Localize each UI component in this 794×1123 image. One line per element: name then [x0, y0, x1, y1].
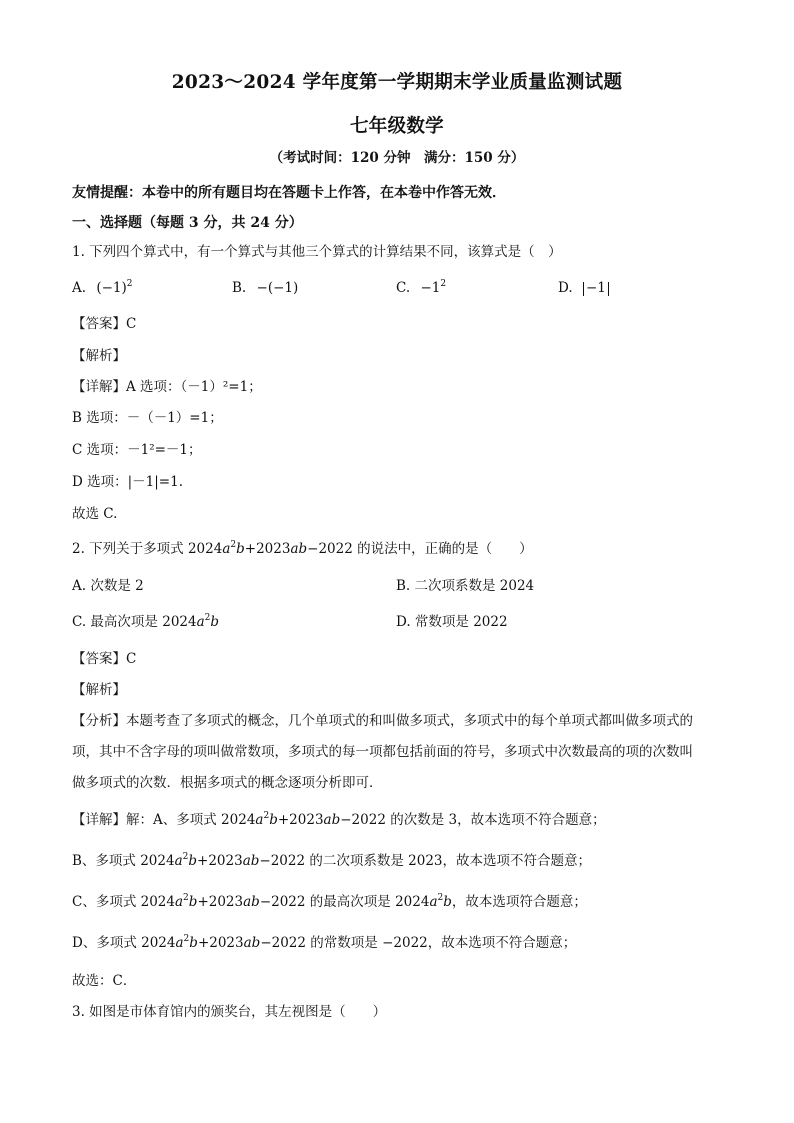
poly-expr: $2024a^2b+2023ab-2022$ — [141, 934, 306, 951]
q2-detail-d-post: ，故本选项不符合题意； — [427, 935, 577, 951]
q2-option-b: B. 二次项系数是 2024 — [396, 578, 535, 594]
term-coef: 2024 — [162, 614, 197, 630]
q1-conclusion: 故选 C. — [72, 506, 118, 522]
q2-detail-d-value: −2022 — [382, 935, 428, 951]
exam-info: （考试时间：120 分钟 满分：150 分） — [269, 150, 525, 166]
q2-detail-a-pre: 【详解】解：A、多项式 — [72, 812, 222, 828]
q1-stem: 1. 下列四个算式中，有一个算式与其他三个算式的计算结果不同，该算式是（ ） — [72, 244, 562, 260]
q1-option-c-label: C. — [396, 280, 411, 296]
poly-const: 2022 — [351, 812, 386, 828]
q2-fenxi-line-1: 【分析】本题考查了多项式的概念，几个单项式的和叫做多项式，多项式中的每个单项式都叫做多项式的 — [72, 713, 693, 729]
q1-option-a-label: A. — [72, 280, 87, 296]
poly-coef-b: 2023 — [208, 853, 243, 869]
q2-detail-c — [72, 893, 587, 910]
poly-const: 2022 — [270, 853, 306, 869]
q2-fenxi-line-3: 做多项式的次数．根据多项式的概念逐项分析即可． — [72, 775, 383, 791]
q1-option-c — [396, 279, 447, 296]
q2-option-d: D. 常数项是 2022 — [396, 614, 508, 630]
poly-expr: $2024a^2b+2023ab-2022$ — [140, 852, 306, 869]
poly-coef-b: 2023 — [208, 894, 244, 910]
q1-option-b-label: B. — [232, 280, 247, 296]
term-coef: 2024 — [395, 894, 430, 910]
q1-option-d — [558, 282, 609, 296]
q2-detail-d-mid: 的常数项是 — [305, 935, 383, 951]
q2-stem-pre: 2. 下列关于多项式 — [72, 541, 188, 557]
poly-coef-b: 2023 — [209, 935, 244, 951]
q2-conclusion: 故选：C． — [72, 973, 137, 989]
q1-option-a-expr: (−1) — [96, 280, 127, 296]
q2-detail-c-mid: 的最高次项是 — [305, 894, 396, 910]
q2-detail-a — [72, 811, 606, 828]
q2-option-a: A. 次数是 2 — [72, 578, 144, 594]
q1-option-c-expr: −1 — [420, 280, 441, 296]
q2-option-c-term: $2024a^2b$ — [162, 613, 220, 630]
q2-detail-d-pre: D、多项式 — [72, 935, 142, 951]
q1-detail-c: C 选项：－1²=－1； — [72, 442, 202, 458]
section-heading: 一、选择题（每题 3 分，共 24 分） — [72, 215, 303, 231]
q2-option-c — [72, 613, 220, 630]
q2-answer: 【答案】C — [72, 651, 137, 667]
poly-const: 2022 — [271, 935, 306, 951]
poly-coef-a: 2024 — [221, 812, 256, 828]
q2-option-c-pre: C. 最高次项是 — [72, 614, 163, 630]
q2-analysis: 【解析】 — [72, 682, 126, 698]
q1-option-b-expr: −(−1) — [256, 280, 299, 296]
poly-coef-a: 2024 — [141, 935, 176, 951]
q1-option-c-exp: 2 — [440, 279, 447, 289]
q1-option-a-exp: 2 — [126, 279, 133, 289]
q1-analysis: 【解析】 — [72, 348, 126, 364]
q2-fenxi-line-2: 项，其中不含字母的项叫做常数项，多项式的每一项都包括前面的符号，多项式中次数最高的项的次数叫 — [72, 744, 693, 760]
q2-stem-post: 的说法中，正确的是（ ） — [352, 541, 533, 557]
q2-detail-c-post: ，故本选项符合题意； — [451, 894, 587, 910]
poly-coef-b: 2023 — [256, 541, 291, 557]
poly-coef-b: 2023 — [289, 812, 324, 828]
poly-coef-a: 2024 — [140, 894, 175, 910]
q2-stem-poly: $2024a^2b+2023ab-2022$ — [187, 540, 353, 557]
page-subtitle: 七年级数学 — [349, 116, 444, 137]
q2-detail-d — [72, 934, 577, 951]
poly-expr: $2024a^2b+2023ab-2022$ — [221, 811, 386, 828]
q1-answer: 【答案】C — [72, 316, 137, 332]
q1-option-d-expr: −1 — [583, 282, 609, 296]
reminder: 友情提醒：本卷中的所有题目均在答题卡上作答，在本卷中作答无效． — [72, 185, 506, 201]
q3-stem: 3. 如图是市体育馆内的颁奖台，其左视图是（ ） — [72, 1004, 387, 1020]
q2-detail-b — [72, 852, 592, 869]
poly-const: 2022 — [271, 894, 306, 910]
poly-const: 2022 — [318, 541, 353, 557]
page-title: 2023～2024 学年度第一学期期末学业质量监测试题 — [171, 72, 623, 93]
q1-option-a — [72, 279, 133, 296]
term-expr: $2024a^2b$ — [395, 893, 452, 910]
poly-coef-a: 2024 — [187, 541, 223, 557]
q1-detail-a: 【详解】A 选项：（－1）²=1； — [72, 379, 262, 395]
poly-expr: $2024a^2b+2023ab-2022$ — [140, 893, 306, 910]
q2-stem — [72, 540, 533, 557]
q1-option-b — [232, 282, 298, 296]
q2-detail-b-post: 的二次项系数是 2023，故本选项不符合题意； — [305, 853, 592, 869]
poly-coef-a: 2024 — [140, 853, 175, 869]
q1-detail-d: D 选项：|－1|=1. — [72, 474, 183, 490]
q2-detail-a-post: 的次数是 3，故本选项不符合题意； — [385, 812, 606, 828]
q2-detail-b-pre: B、多项式 — [72, 853, 141, 869]
q1-detail-b: B 选项：－（－1）=1； — [72, 410, 223, 426]
q1-option-d-label: D. — [558, 280, 573, 296]
q2-detail-c-pre: C、多项式 — [72, 894, 141, 910]
